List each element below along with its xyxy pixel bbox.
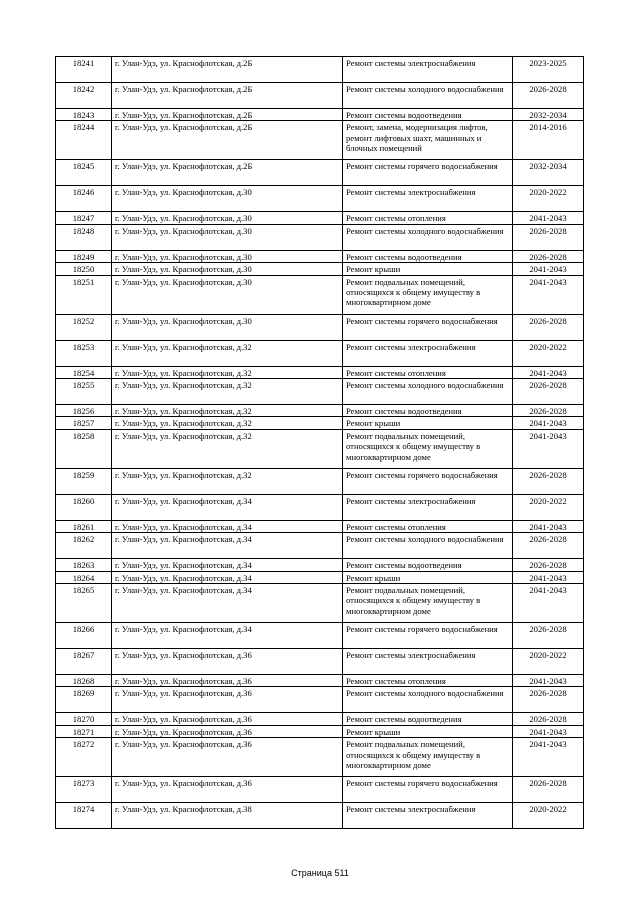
address-cell: г. Улан-Удэ, ул. Краснофлотская, д.34 <box>112 559 343 571</box>
period-cell: 2026-2028 <box>513 623 584 649</box>
period-cell: 2026-2028 <box>513 777 584 803</box>
address-cell: г. Улан-Удэ, ул. Краснофлотская, д.34 <box>112 584 343 623</box>
address-cell: г. Улан-Удэ, ул. Краснофлотская, д.38 <box>112 803 343 829</box>
table-row <box>56 314 584 340</box>
work-type-cell: Ремонт системы горячего водоснабжения <box>343 623 513 649</box>
table-row <box>56 559 584 571</box>
period-cell: 2020-2022 <box>513 803 584 829</box>
record-number-cell: 18254 <box>56 366 112 378</box>
work-type-cell: Ремонт подвальных помещений, относящихся к общему имуществу в многоквартирном доме <box>343 275 513 314</box>
period-cell: 2026-2028 <box>513 559 584 571</box>
record-number-cell: 18246 <box>56 186 112 212</box>
table-row <box>56 366 584 378</box>
work-type-cell: Ремонт системы отопления <box>343 675 513 687</box>
record-number-cell: 18256 <box>56 405 112 417</box>
address-cell: г. Улан-Удэ, ул. Краснофлотская, д.32 <box>112 429 343 468</box>
period-cell: 2041-2043 <box>513 738 584 777</box>
table-row <box>56 83 584 109</box>
work-type-cell: Ремонт системы водоотведения <box>343 559 513 571</box>
table-row <box>56 340 584 366</box>
address-cell: г. Улан-Удэ, ул. Краснофлотская, д.32 <box>112 417 343 429</box>
work-type-cell: Ремонт системы электроснабжения <box>343 57 513 83</box>
record-number-cell: 18248 <box>56 224 112 250</box>
address-cell: г. Улан-Удэ, ул. Краснофлотская, д.30 <box>112 263 343 275</box>
address-cell: г. Улан-Удэ, ул. Краснофлотская, д.32 <box>112 405 343 417</box>
record-number-cell: 18267 <box>56 649 112 675</box>
table-row <box>56 494 584 520</box>
record-number-cell: 18258 <box>56 429 112 468</box>
work-type-cell: Ремонт подвальных помещений, относящихся к общему имуществу в многоквартирном доме <box>343 738 513 777</box>
work-type-cell: Ремонт системы электроснабжения <box>343 186 513 212</box>
work-type-cell: Ремонт системы горячего водоснабжения <box>343 314 513 340</box>
period-cell: 2020-2022 <box>513 649 584 675</box>
period-cell: 2041-2043 <box>513 417 584 429</box>
address-cell: г. Улан-Удэ, ул. Краснофлотская, д.30 <box>112 314 343 340</box>
period-cell: 2041-2043 <box>513 584 584 623</box>
period-cell: 2023-2025 <box>513 57 584 83</box>
address-cell: г. Улан-Удэ, ул. Краснофлотская, д.30 <box>112 212 343 224</box>
work-type-cell: Ремонт крыши <box>343 725 513 737</box>
table-row <box>56 405 584 417</box>
address-cell: г. Улан-Удэ, ул. Краснофлотская, д.36 <box>112 725 343 737</box>
address-cell: г. Улан-Удэ, ул. Краснофлотская, д.34 <box>112 623 343 649</box>
work-type-cell: Ремонт системы электроснабжения <box>343 494 513 520</box>
period-cell: 2026-2028 <box>513 83 584 109</box>
work-type-cell: Ремонт системы горячего водоснабжения <box>343 160 513 186</box>
table-row <box>56 675 584 687</box>
table-row <box>56 160 584 186</box>
table-row <box>56 713 584 725</box>
record-number-cell: 18241 <box>56 57 112 83</box>
period-cell: 2020-2022 <box>513 186 584 212</box>
address-cell: г. Улан-Удэ, ул. Краснофлотская, д.36 <box>112 713 343 725</box>
period-cell: 2026-2028 <box>513 250 584 262</box>
record-number-cell: 18260 <box>56 494 112 520</box>
record-number-cell: 18263 <box>56 559 112 571</box>
table-row <box>56 571 584 583</box>
table-row <box>56 584 584 623</box>
table-row <box>56 777 584 803</box>
address-cell: г. Улан-Удэ, ул. Краснофлотская, д.34 <box>112 494 343 520</box>
record-number-cell: 18243 <box>56 109 112 121</box>
address-cell: г. Улан-Удэ, ул. Краснофлотская, д.30 <box>112 224 343 250</box>
record-number-cell: 18261 <box>56 520 112 532</box>
record-number-cell: 18268 <box>56 675 112 687</box>
record-number-cell: 18251 <box>56 275 112 314</box>
table-row <box>56 468 584 494</box>
record-number-cell: 18270 <box>56 713 112 725</box>
period-cell: 2032-2034 <box>513 109 584 121</box>
period-cell: 2041-2043 <box>513 571 584 583</box>
work-type-cell: Ремонт системы водоотведения <box>343 713 513 725</box>
work-type-cell: Ремонт системы холодного водоснабжения <box>343 83 513 109</box>
period-cell: 2026-2028 <box>513 468 584 494</box>
address-cell: г. Улан-Удэ, ул. Краснофлотская, д.36 <box>112 777 343 803</box>
work-type-cell: Ремонт крыши <box>343 417 513 429</box>
period-cell: 2041-2043 <box>513 520 584 532</box>
work-type-cell: Ремонт системы водоотведения <box>343 250 513 262</box>
table-row <box>56 250 584 262</box>
table-row <box>56 121 584 160</box>
record-number-cell: 18271 <box>56 725 112 737</box>
work-type-cell: Ремонт системы горячего водоснабжения <box>343 777 513 803</box>
table-row <box>56 417 584 429</box>
address-cell: г. Улан-Удэ, ул. Краснофлотская, д.2Б <box>112 57 343 83</box>
table-row <box>56 379 584 405</box>
address-cell: г. Улан-Удэ, ул. Краснофлотская, д.32 <box>112 468 343 494</box>
period-cell: 2041-2043 <box>513 275 584 314</box>
work-type-cell: Ремонт системы электроснабжения <box>343 803 513 829</box>
address-cell: г. Улан-Удэ, ул. Краснофлотская, д.34 <box>112 533 343 559</box>
table-row <box>56 224 584 250</box>
period-cell: 2020-2022 <box>513 340 584 366</box>
record-number-cell: 18245 <box>56 160 112 186</box>
work-type-cell: Ремонт крыши <box>343 263 513 275</box>
period-cell: 2020-2022 <box>513 494 584 520</box>
record-number-cell: 18259 <box>56 468 112 494</box>
table-row <box>56 429 584 468</box>
period-cell: 2026-2028 <box>513 379 584 405</box>
address-cell: г. Улан-Удэ, ул. Краснофлотская, д.30 <box>112 186 343 212</box>
address-cell: г. Улан-Удэ, ул. Краснофлотская, д.2Б <box>112 83 343 109</box>
address-cell: г. Улан-Удэ, ул. Краснофлотская, д.32 <box>112 340 343 366</box>
record-number-cell: 18249 <box>56 250 112 262</box>
work-type-cell: Ремонт крыши <box>343 571 513 583</box>
period-cell: 2041-2043 <box>513 212 584 224</box>
work-type-cell: Ремонт системы электроснабжения <box>343 649 513 675</box>
address-cell: г. Улан-Удэ, ул. Краснофлотская, д.30 <box>112 250 343 262</box>
table-row <box>56 275 584 314</box>
period-cell: 2041-2043 <box>513 725 584 737</box>
period-cell: 2026-2028 <box>513 533 584 559</box>
address-cell: г. Улан-Удэ, ул. Краснофлотская, д.36 <box>112 738 343 777</box>
table-row <box>56 212 584 224</box>
record-number-cell: 18252 <box>56 314 112 340</box>
period-cell: 2041-2043 <box>513 366 584 378</box>
period-cell: 2026-2028 <box>513 687 584 713</box>
address-cell: г. Улан-Удэ, ул. Краснофлотская, д.36 <box>112 649 343 675</box>
address-cell: г. Улан-Удэ, ул. Краснофлотская, д.32 <box>112 366 343 378</box>
table-row <box>56 109 584 121</box>
period-cell: 2014-2016 <box>513 121 584 160</box>
work-type-cell: Ремонт системы водоотведения <box>343 109 513 121</box>
work-type-cell: Ремонт системы горячего водоснабжения <box>343 468 513 494</box>
table-row <box>56 687 584 713</box>
record-number-cell: 18244 <box>56 121 112 160</box>
period-cell: 2026-2028 <box>513 314 584 340</box>
work-type-cell: Ремонт системы холодного водоснабжения <box>343 224 513 250</box>
work-type-cell: Ремонт подвальных помещений, относящихся к общему имуществу в многоквартирном доме <box>343 584 513 623</box>
address-cell: г. Улан-Удэ, ул. Краснофлотская, д.30 <box>112 275 343 314</box>
work-type-cell: Ремонт системы холодного водоснабжения <box>343 687 513 713</box>
table-row <box>56 738 584 777</box>
records-table-body <box>56 57 584 829</box>
work-type-cell: Ремонт системы отопления <box>343 366 513 378</box>
record-number-cell: 18272 <box>56 738 112 777</box>
table-row <box>56 803 584 829</box>
period-cell: 2026-2028 <box>513 224 584 250</box>
period-cell: 2041-2043 <box>513 675 584 687</box>
address-cell: г. Улан-Удэ, ул. Краснофлотская, д.2Б <box>112 160 343 186</box>
table-row <box>56 725 584 737</box>
period-cell: 2026-2028 <box>513 405 584 417</box>
table-row <box>56 186 584 212</box>
table-row <box>56 520 584 532</box>
record-number-cell: 18247 <box>56 212 112 224</box>
record-number-cell: 18257 <box>56 417 112 429</box>
work-type-cell: Ремонт системы электроснабжения <box>343 340 513 366</box>
period-cell: 2026-2028 <box>513 713 584 725</box>
record-number-cell: 18274 <box>56 803 112 829</box>
address-cell: г. Улан-Удэ, ул. Краснофлотская, д.2Б <box>112 121 343 160</box>
table-row <box>56 649 584 675</box>
table-row <box>56 263 584 275</box>
record-number-cell: 18269 <box>56 687 112 713</box>
records-table <box>55 56 584 829</box>
record-number-cell: 18262 <box>56 533 112 559</box>
table-row <box>56 533 584 559</box>
work-type-cell: Ремонт, замена, модернизация лифтов, ремонт лифтовых шахт, машинных и блочных помещений <box>343 121 513 160</box>
record-number-cell: 18253 <box>56 340 112 366</box>
record-number-cell: 18265 <box>56 584 112 623</box>
record-number-cell: 18255 <box>56 379 112 405</box>
work-type-cell: Ремонт системы отопления <box>343 520 513 532</box>
period-cell: 2041-2043 <box>513 263 584 275</box>
page-number: Страница 511 <box>291 868 349 878</box>
work-type-cell: Ремонт системы холодного водоснабжения <box>343 379 513 405</box>
record-number-cell: 18273 <box>56 777 112 803</box>
address-cell: г. Улан-Удэ, ул. Краснофлотская, д.34 <box>112 520 343 532</box>
work-type-cell: Ремонт системы отопления <box>343 212 513 224</box>
work-type-cell: Ремонт подвальных помещений, относящихся к общему имуществу в многоквартирном доме <box>343 429 513 468</box>
address-cell: г. Улан-Удэ, ул. Краснофлотская, д.32 <box>112 379 343 405</box>
address-cell: г. Улан-Удэ, ул. Краснофлотская, д.36 <box>112 675 343 687</box>
table-row <box>56 623 584 649</box>
address-cell: г. Улан-Удэ, ул. Краснофлотская, д.36 <box>112 687 343 713</box>
period-cell: 2032-2034 <box>513 160 584 186</box>
address-cell: г. Улан-Удэ, ул. Краснофлотская, д.2Б <box>112 109 343 121</box>
work-type-cell: Ремонт системы водоотведения <box>343 405 513 417</box>
address-cell: г. Улан-Удэ, ул. Краснофлотская, д.34 <box>112 571 343 583</box>
record-number-cell: 18266 <box>56 623 112 649</box>
table-row <box>56 57 584 83</box>
record-number-cell: 18250 <box>56 263 112 275</box>
record-number-cell: 18242 <box>56 83 112 109</box>
record-number-cell: 18264 <box>56 571 112 583</box>
period-cell: 2041-2043 <box>513 429 584 468</box>
work-type-cell: Ремонт системы холодного водоснабжения <box>343 533 513 559</box>
